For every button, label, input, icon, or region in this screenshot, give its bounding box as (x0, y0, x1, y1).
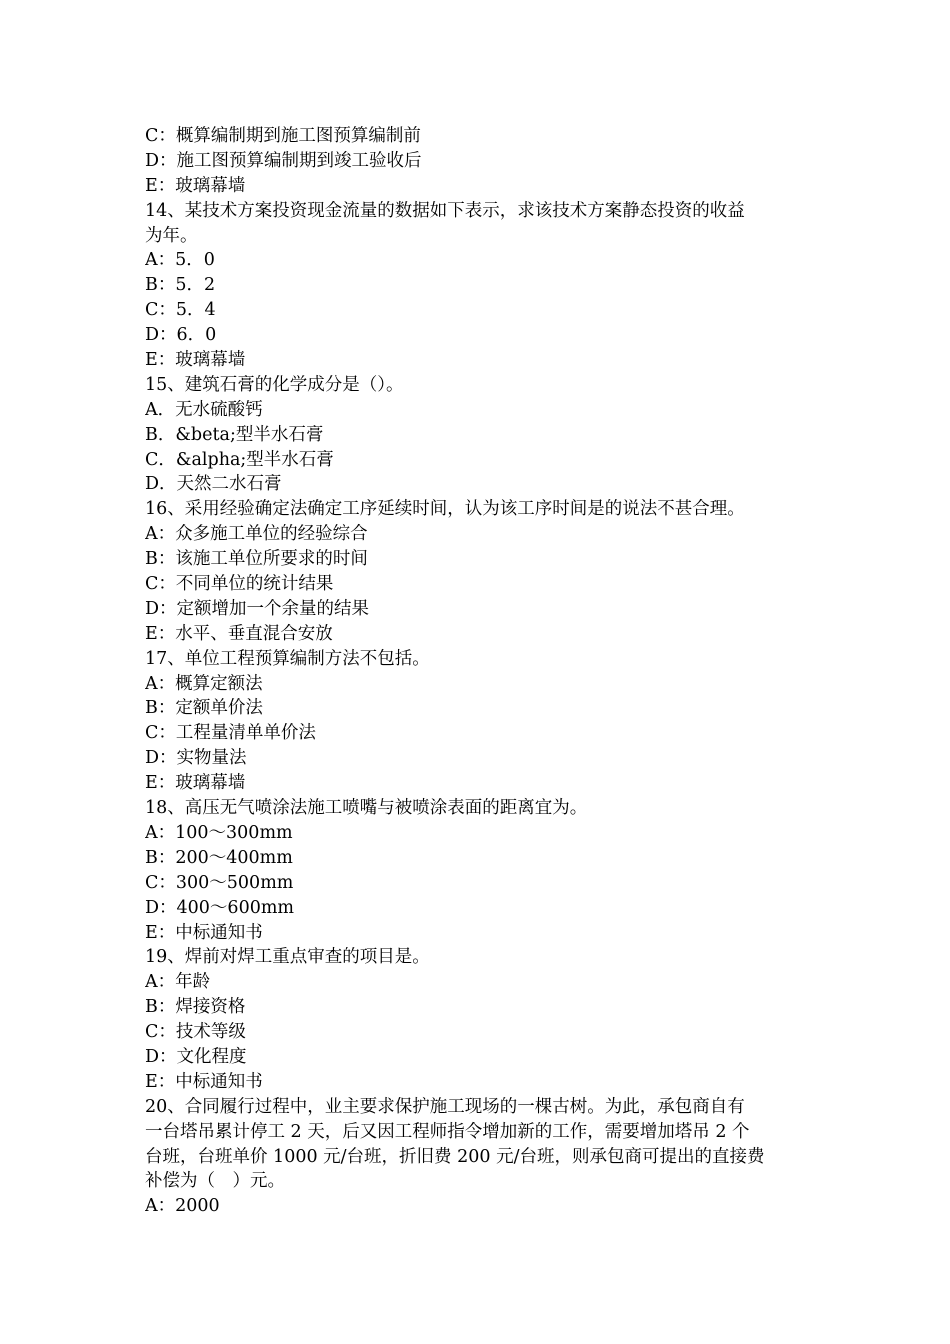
option-line: E：玻璃幕墙 (145, 350, 246, 371)
option-line: D：实物量法 (145, 748, 247, 769)
question-20-line-3: 台班，台班单价 1000 元/台班，折旧费 200 元/台班，则承包商可提出的直接费 (145, 1146, 765, 1167)
option-line: A：100～300mm (145, 822, 293, 843)
option-line: B：焊接资格 (145, 997, 246, 1018)
option-line: D．天然二水石膏 (145, 474, 282, 495)
question-18: 18、高压无气喷涂法施工喷嘴与被喷涂表面的距离宜为。 (145, 798, 588, 819)
option-line: A：5．0 (145, 250, 215, 271)
option-line: D：文化程度 (145, 1046, 247, 1067)
option-line: C：不同单位的统计结果 (145, 574, 334, 595)
question-16: 16、采用经验确定法确定工序延续时间，认为该工序时间是的说法不甚合理。 (145, 499, 745, 520)
option-line: B：5．2 (145, 275, 216, 296)
question-14-line-2: 为年。 (145, 225, 198, 246)
text-line: D：施工图预算编制期到竣工验收后 (145, 150, 422, 171)
option-line: E：玻璃幕墙 (145, 773, 246, 794)
question-15: 15、建筑石膏的化学成分是（）。 (145, 374, 404, 395)
option-line: C：工程量清单单价法 (145, 723, 316, 744)
document-body (145, 124, 810, 1219)
option-line: C：300～500mm (145, 872, 294, 893)
option-line: C：5．4 (145, 300, 216, 321)
question-20-line-1: 20、合同履行过程中，业主要求保护施工现场的一棵古树。为此，承包商自有 (145, 1096, 745, 1117)
option-line: E：中标通知书 (145, 1071, 263, 1092)
option-line: D：定额增加一个余量的结果 (145, 598, 370, 619)
option-line: E：水平、垂直混合安放 (145, 623, 333, 644)
option-line: B：定额单价法 (145, 698, 263, 719)
text-line: C：概算编制期到施工图预算编制前 (145, 126, 421, 146)
option-line: D：400～600mm (145, 897, 295, 918)
option-line: A：年龄 (145, 972, 211, 993)
option-line: B：该施工单位所要求的时间 (145, 549, 368, 570)
option-line: B：200～400mm (145, 847, 293, 868)
option-line: A：众多施工单位的经验综合 (145, 524, 368, 545)
option-line: A．无水硫酸钙 (145, 399, 263, 420)
option-line: C．&alpha;型半水石膏 (145, 449, 334, 470)
option-line: B．&beta;型半水石膏 (145, 424, 324, 445)
question-14-line-1: 14、某技术方案投资现金流量的数据如下表示，求该技术方案静态投资的收益 (145, 200, 745, 221)
option-line: A：概算定额法 (145, 673, 263, 694)
question-20-line-2: 一台塔吊累计停工 2 天，后又因工程师指令增加新的工作，需要增加塔吊 2 个 (145, 1121, 750, 1142)
text-line: E：玻璃幕墙 (145, 175, 246, 196)
option-line: E：中标通知书 (145, 922, 263, 943)
question-20-line-4: 补偿为（ ）元。 (145, 1171, 285, 1192)
option-line: C：技术等级 (145, 1022, 246, 1043)
question-19: 19、焊前对焊工重点审查的项目是。 (145, 947, 430, 968)
option-line: D：6．0 (145, 325, 217, 346)
option-line: A：2000 (145, 1196, 220, 1217)
question-17: 17、单位工程预算编制方法不包括。 (145, 648, 430, 669)
